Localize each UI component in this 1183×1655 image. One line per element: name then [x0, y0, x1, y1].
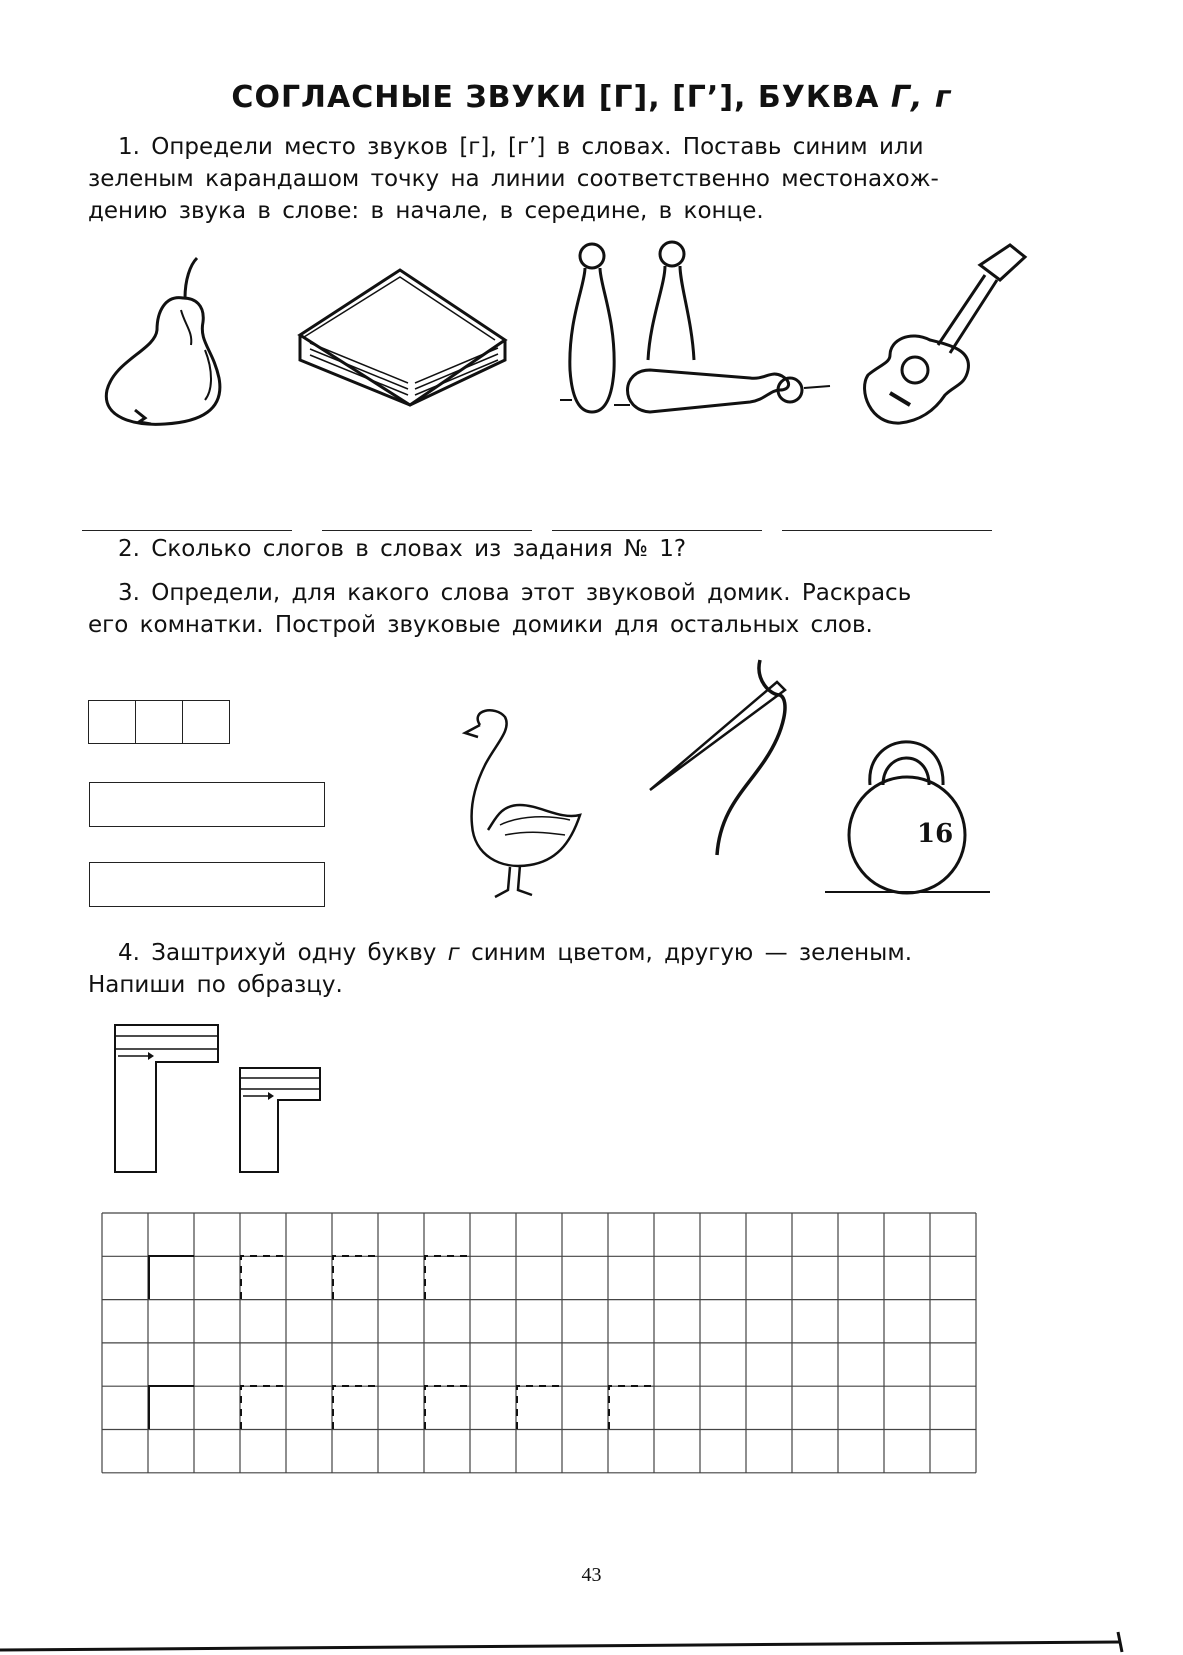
task-4-line-2: Напиши по образцу.: [88, 972, 343, 998]
task-4-line-1-end: синим цветом, другую — зеленым.: [459, 940, 913, 966]
task-1-line-1: 1. Определи место звуков [г], [г’] в словах. Поставь синим или: [118, 134, 924, 160]
guitar-icon: [860, 245, 1040, 435]
task-4-line-1-start: 4. Заштрихуй одну букву: [118, 940, 448, 966]
task-3-line-1: 3. Определи, для какого слова этот звуковой домик. Раскрась: [118, 580, 912, 606]
title-letters: Г, г: [890, 80, 952, 115]
task-4-italic-letter: г: [447, 940, 460, 966]
bottom-border: [0, 1630, 1183, 1655]
sound-room[interactable]: [136, 701, 183, 743]
title-text: СОГЛАСНЫЕ ЗВУКИ [Г], [Г’], БУКВА: [231, 80, 891, 115]
sound-house-blank-2[interactable]: [89, 862, 325, 907]
task-1-text: [88, 131, 1088, 227]
weight-label: 16: [917, 819, 954, 849]
task-3-text: [88, 577, 1088, 641]
letter-samples: [110, 1020, 330, 1180]
small-g-sample[interactable]: [240, 1068, 320, 1172]
writing-grid[interactable]: [102, 1213, 980, 1475]
skittles-icon: [560, 240, 830, 430]
task-2-text: 2. Сколько слогов в словах из задания № 1?: [118, 536, 687, 562]
needle-thread-icon: [645, 660, 795, 860]
task-3-line-2: его комнатки. Построй звуковые домики для остальных слов.: [88, 612, 873, 638]
task-1-line-2: зеленым карандашом точку на линии соответственно местонахож-: [88, 166, 939, 192]
task-4-text: [88, 937, 1088, 1001]
answer-line-1[interactable]: [82, 530, 292, 531]
page-number: 43: [581, 1564, 602, 1586]
book-icon: [290, 265, 510, 410]
answer-line-4[interactable]: [782, 530, 992, 531]
sound-room[interactable]: [183, 701, 229, 743]
task-4-line-1: [88, 937, 1088, 969]
goose-icon: [440, 705, 590, 905]
kettlebell-icon: [825, 730, 990, 900]
pear-icon: [95, 250, 235, 430]
sound-house-blank-1[interactable]: [89, 782, 325, 827]
answer-line-2[interactable]: [322, 530, 532, 531]
sound-room[interactable]: [89, 701, 136, 743]
task-1-line-3: дению звука в слове: в начале, в середине, в конце.: [88, 198, 764, 224]
capital-g-sample[interactable]: [115, 1025, 218, 1172]
answer-line-3[interactable]: [552, 530, 762, 531]
page-title: [0, 80, 1183, 115]
sound-house-sample[interactable]: [88, 700, 230, 744]
